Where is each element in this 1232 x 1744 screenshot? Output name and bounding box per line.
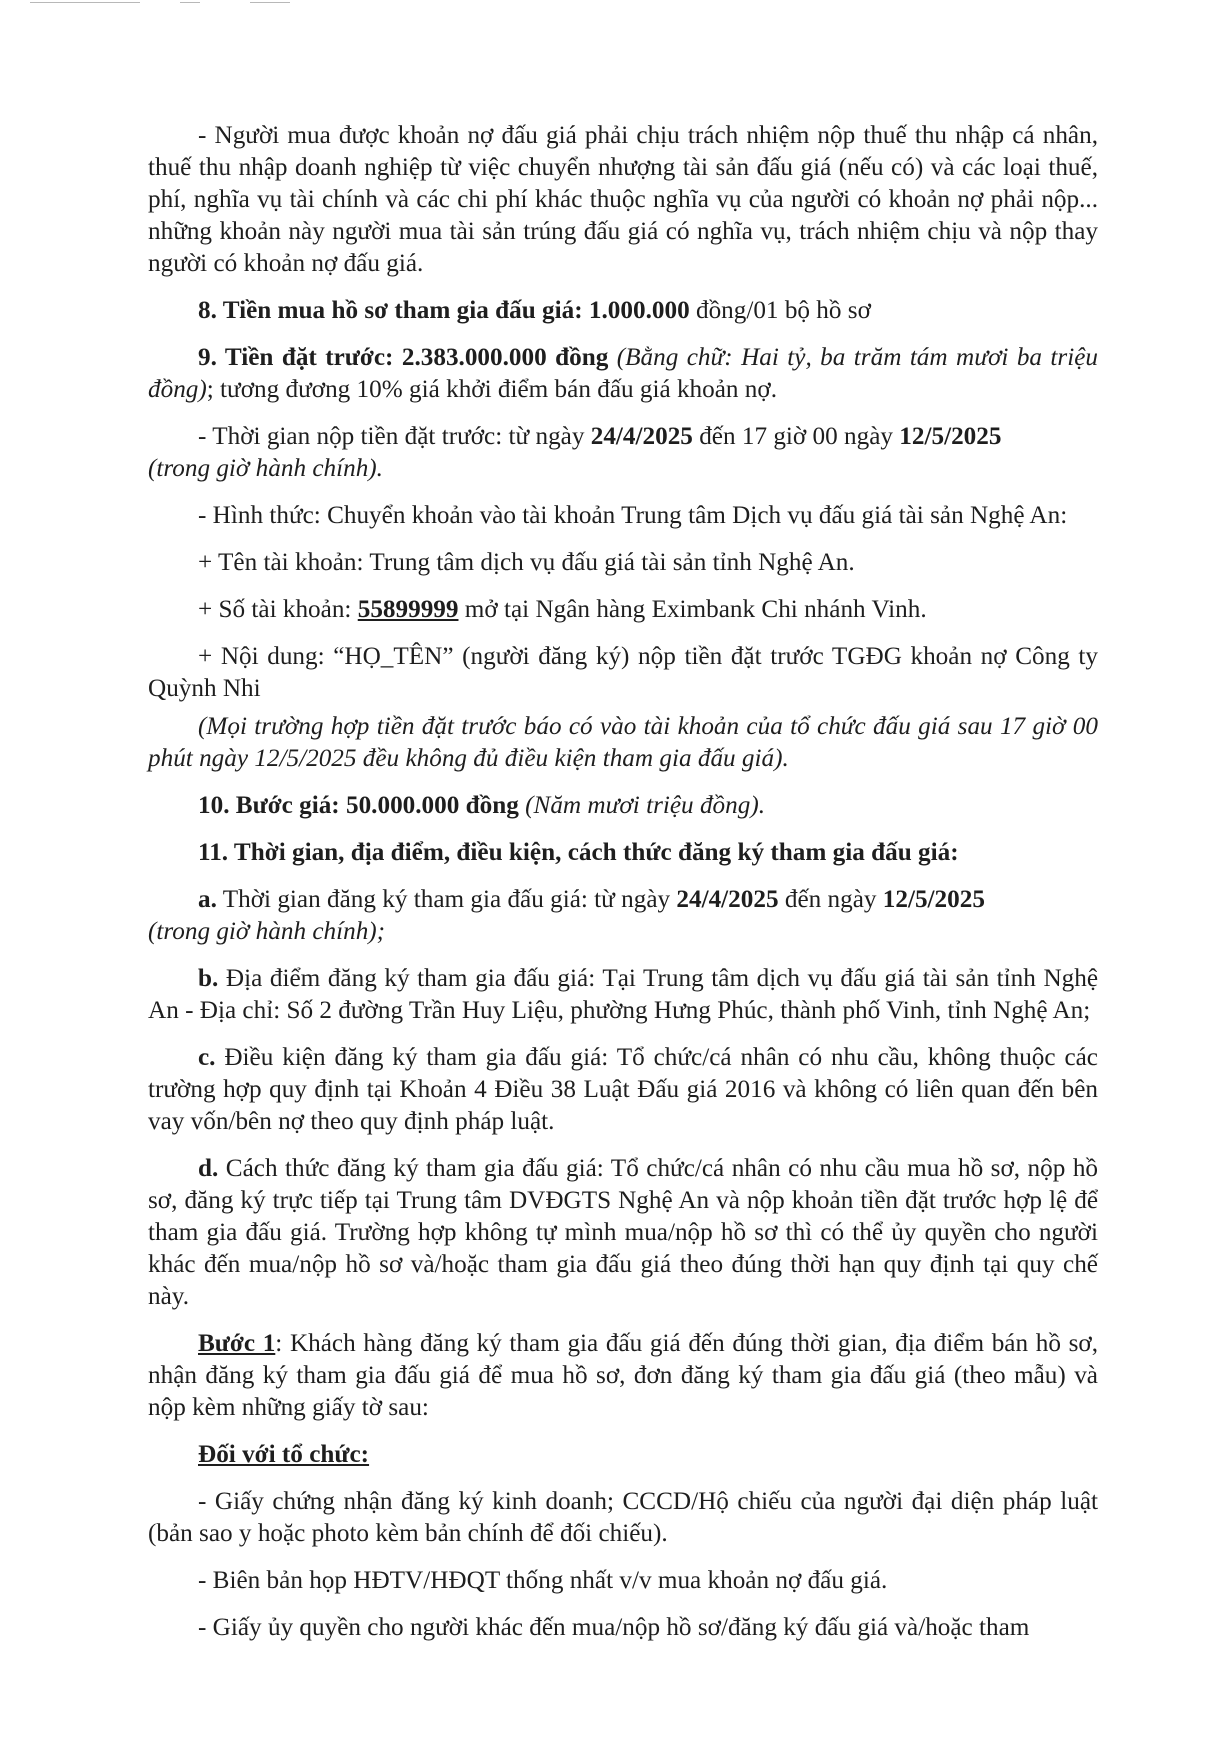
item-c-registration-conditions [148, 1042, 1098, 1138]
scan-edge-marks [30, 0, 330, 6]
step-1-text: : Khách hàng đăng ký tham gia đấu giá đến đúng thời gian, địa điểm bán hồ sơ, nhận đăng ký tham gia đấu giá để mua hồ sơ, đơn đăng ký tham gia đấu giá (theo mẫu) và nộp kèm những giấy tờ sau: [148, 1330, 1098, 1421]
account-number-suffix: mở tại Ngân hàng Eximbank Chi nhánh Vinh. [458, 596, 927, 623]
section-9-deposit [148, 342, 1098, 406]
item-d-text: Cách thức đăng ký tham gia đấu giá: Tổ chức/cá nhân có nhu cầu mua hồ sơ, nộp hồ sơ, đăng ký trực tiếp tại Trung tâm DVĐGTS Nghệ An và nộp khoản tiền đặt trước hợp lệ để tham gia đấu giá. Trường hợp không tự mình mua/nộp hồ sơ thì có thể ủy quyền cho người khác đến mua/nộp hồ sơ và/hoặc tham gia đấu giá theo đúng thời hạn quy định tại quy chế này. [148, 1155, 1098, 1310]
item-b-registration-place [148, 963, 1098, 1027]
document-body [148, 120, 1098, 1659]
item-a-label: a. [198, 886, 217, 913]
section-10-label: 10. Bước giá: 50.000.000 đồng [198, 792, 519, 819]
item-a-end-date: 12/5/2025 [882, 886, 985, 913]
section-10-in-words: (Năm mươi triệu đồng). [525, 792, 765, 819]
deposit-time-prefix: - Thời gian nộp tiền đặt trước: từ ngày [198, 423, 591, 450]
section-8-label: 8. Tiền mua hồ sơ tham gia đấu giá: 1.000.000 [198, 297, 690, 324]
step-1-label: Bước 1 [198, 1330, 276, 1357]
tax-obligation-paragraph: - Người mua được khoản nợ đấu giá phải chịu trách nhiệm nộp thuế thu nhập cá nhân, thuế thu nhập doanh nghiệp từ việc chuyển nhượng tài sản đấu giá (nếu có) và các loại thuế, phí, nghĩa vụ tài chính và các chi phí khác thuộc nghĩa vụ của người có khoản nợ phải nộp... những khoản này người mua tài sản trúng đấu giá có nghĩa vụ, trách nhiệm chịu và nộp thay người có khoản nợ đấu giá. [148, 122, 1098, 277]
item-b-label: b. [198, 965, 219, 992]
organization-doc-1: - Giấy chứng nhận đăng ký kinh doanh; CCCD/Hộ chiếu của người đại diện pháp luật (bản sao y hoặc photo kèm bản chính để đối chiếu). [148, 1488, 1098, 1547]
step-1-paragraph [148, 1328, 1098, 1424]
item-c-text: Điều kiện đăng ký tham gia đấu giá: Tổ chức/cá nhân có nhu cầu, không thuộc các trường hợp quy định tại Khoản 4 Điều 38 Luật Đấu giá 2016 và không có liên quan đến bên vay vốn/bên nợ theo quy định pháp luật. [148, 1044, 1098, 1135]
late-deposit-note: (Mọi trường hợp tiền đặt trước báo có vào tài khoản của tổ chức đấu giá sau 17 giờ 00 phút ngày 12/5/2025 đều không đủ điều kiện tham gia đấu giá). [148, 713, 1098, 772]
item-a-middle: đến ngày [778, 886, 883, 913]
account-number: 55899999 [357, 596, 459, 623]
organization-doc-3: - Giấy ủy quyền cho người khác đến mua/nộp hồ sơ/đăng ký đấu giá và/hoặc tham [198, 1614, 1030, 1641]
section-9-in-words: (Bằng chữ: Hai tỷ, ba trăm tám mươi ba triệu đồng) [148, 344, 1099, 403]
item-a-prefix: Thời gian đăng ký tham gia đấu giá: từ ngày [216, 886, 677, 913]
deposit-start-date: 24/4/2025 [590, 423, 693, 450]
deposit-time-paragraph [148, 421, 1098, 485]
section-9-rest: ; tương đương 10% giá khởi điểm bán đấu giá khoản nợ. [206, 376, 778, 403]
transfer-content-paragraph: + Nội dung: “HỌ_TÊN” (người đăng ký) nộp tiền đặt trước TGĐG khoản nợ Công ty Quỳnh Nhi [148, 643, 1098, 702]
item-a-registration-time [148, 884, 1098, 948]
item-a-note: (trong giờ hành chính); [148, 918, 386, 945]
item-d-label: d. [198, 1155, 219, 1182]
payment-method-paragraph: - Hình thức: Chuyển khoản vào tài khoản Trung tâm Dịch vụ đấu giá tài sản Nghệ An: [198, 502, 1068, 529]
item-d-registration-method [148, 1153, 1098, 1313]
deposit-end-date: 12/5/2025 [899, 423, 1002, 450]
deposit-time-middle: đến 17 giờ 00 ngày [692, 423, 900, 450]
account-name-paragraph: + Tên tài khoản: Trung tâm dịch vụ đấu giá tài sản tỉnh Nghệ An. [198, 549, 855, 576]
item-a-start-date: 24/4/2025 [676, 886, 779, 913]
organization-heading: Đối với tổ chức: [198, 1441, 370, 1468]
section-11-heading: 11. Thời gian, địa điểm, điều kiện, cách thức đăng ký tham gia đấu giá: [198, 839, 959, 866]
item-b-text: Địa điểm đăng ký tham gia đấu giá: Tại Trung tâm dịch vụ đấu giá tài sản tỉnh Nghệ An - Địa chỉ: Số 2 đường Trần Huy Liệu, phường Hưng Phúc, thành phố Vinh, tỉnh Nghệ An; [148, 965, 1098, 1024]
section-9-label: 9. Tiền đặt trước: 2.383.000.000 đồng [198, 344, 609, 371]
account-number-paragraph [148, 594, 1098, 626]
section-8-rest: đồng/01 bộ hồ sơ [689, 297, 871, 324]
item-c-label: c. [198, 1044, 216, 1071]
section-8-dossier-fee [148, 295, 1098, 327]
organization-doc-2: - Biên bản họp HĐTV/HĐQT thống nhất v/v mua khoản nợ đấu giá. [198, 1567, 888, 1594]
account-number-prefix: + Số tài khoản: [198, 596, 358, 623]
deposit-time-note: (trong giờ hành chính). [148, 455, 383, 482]
section-10-bid-step [148, 790, 1098, 822]
